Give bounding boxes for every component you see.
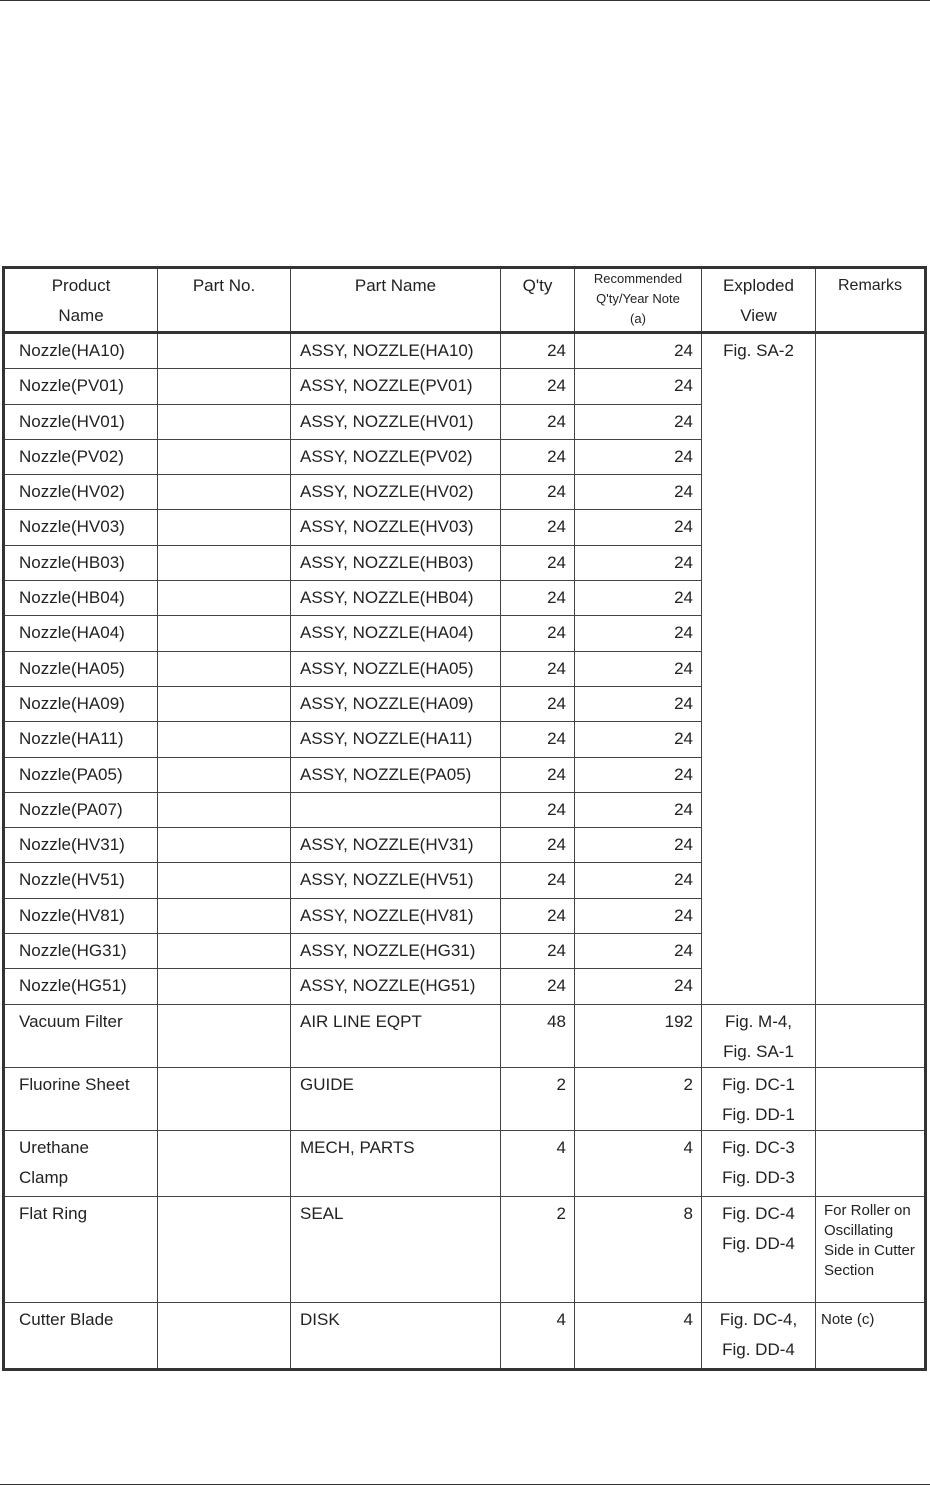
qty-cell: 4	[501, 1130, 575, 1196]
part-no-cell	[158, 686, 291, 721]
exploded-view-cell	[702, 1130, 816, 1196]
figure-ref: Fig. DC-4,	[719, 1309, 798, 1329]
part-name-cell: DISK	[291, 1302, 501, 1369]
recommended-qty-cell: 24	[575, 828, 702, 863]
remarks-cell: Note (c)	[816, 1302, 926, 1369]
remarks-cell	[816, 1004, 926, 1067]
recommended-qty-cell: 24	[575, 369, 702, 404]
part-name-cell: GUIDE	[291, 1067, 501, 1130]
table-row	[4, 1196, 926, 1302]
part-name-cell: ASSY, NOZZLE(PV02)	[291, 439, 501, 474]
qty-cell: 2	[501, 1196, 575, 1302]
product-name-cell: Nozzle(HG51)	[4, 969, 158, 1004]
part-name-cell: ASSY, NOZZLE(HA11)	[291, 722, 501, 757]
table-row	[4, 1302, 926, 1369]
part-name-cell: ASSY, NOZZLE(HA10)	[291, 333, 501, 369]
header-part-name: Part Name	[291, 268, 501, 333]
recommended-qty-cell: 24	[575, 404, 702, 439]
recommended-qty-cell: 8	[575, 1196, 702, 1302]
qty-cell: 24	[501, 369, 575, 404]
part-no-cell	[158, 369, 291, 404]
figure-ref: Fig. DD-4	[722, 1339, 795, 1359]
part-no-cell	[158, 828, 291, 863]
recommended-qty-cell: 24	[575, 545, 702, 580]
recommended-qty-cell: 24	[575, 686, 702, 721]
figure-ref: Fig. DD-4	[722, 1233, 795, 1253]
part-name-cell: ASSY, NOZZLE(HA04)	[291, 616, 501, 651]
product-name-cell: Nozzle(HB04)	[4, 581, 158, 616]
header-row	[4, 268, 926, 333]
header-product-name: Product Name	[4, 268, 158, 333]
header-part-no: Part No.	[158, 268, 291, 333]
qty-cell: 24	[501, 475, 575, 510]
remarks-cell	[816, 1067, 926, 1130]
qty-cell: 24	[501, 616, 575, 651]
part-name-cell: ASSY, NOZZLE(HV03)	[291, 510, 501, 545]
header-remarks: Remarks	[816, 268, 926, 333]
part-no-cell	[158, 863, 291, 898]
product-name-cell: Nozzle(HA09)	[4, 686, 158, 721]
qty-cell: 24	[501, 969, 575, 1004]
part-no-cell	[158, 1302, 291, 1369]
table-row	[4, 1067, 926, 1130]
qty-cell: 24	[501, 333, 575, 369]
product-name-cell: Flat Ring	[4, 1196, 158, 1302]
figure-ref: Fig. DC-1	[722, 1074, 795, 1094]
product-name-cell: Nozzle(HA10)	[4, 333, 158, 369]
product-name-cell: Nozzle(HV02)	[4, 475, 158, 510]
recommended-qty-cell: 24	[575, 475, 702, 510]
part-no-cell	[158, 1004, 291, 1067]
part-name-cell: AIR LINE EQPT	[291, 1004, 501, 1067]
qty-cell: 2	[501, 1067, 575, 1130]
qty-cell: 24	[501, 651, 575, 686]
product-name-cell: Nozzle(HB03)	[4, 545, 158, 580]
part-no-cell	[158, 969, 291, 1004]
remarks-cell	[816, 1130, 926, 1196]
part-name-cell: ASSY, NOZZLE(HV31)	[291, 828, 501, 863]
part-name-cell: ASSY, NOZZLE(HV81)	[291, 898, 501, 933]
qty-cell: 24	[501, 722, 575, 757]
product-name-cell: Vacuum Filter	[4, 1004, 158, 1067]
recommended-qty-cell: 24	[575, 651, 702, 686]
recommended-qty-cell: 24	[575, 333, 702, 369]
figure-ref: Fig. DD-1	[722, 1104, 795, 1124]
part-no-cell	[158, 898, 291, 933]
part-name-cell: ASSY, NOZZLE(HA09)	[291, 686, 501, 721]
qty-cell: 4	[501, 1302, 575, 1369]
part-name-cell: MECH, PARTS	[291, 1130, 501, 1196]
part-no-cell	[158, 475, 291, 510]
part-no-cell	[158, 545, 291, 580]
product-name-cell: Nozzle(HG31)	[4, 934, 158, 969]
part-name-cell: ASSY, NOZZLE(PV01)	[291, 369, 501, 404]
product-name-cell: Nozzle(HV81)	[4, 898, 158, 933]
exploded-view-cell	[702, 1302, 816, 1369]
part-no-cell	[158, 934, 291, 969]
table-row	[4, 333, 926, 369]
part-name-cell: ASSY, NOZZLE(HG51)	[291, 969, 501, 1004]
header-exploded-view: Exploded View	[702, 268, 816, 333]
header-recommended: Recommended Q'ty/Year Note (a)	[575, 268, 702, 333]
recommended-qty-cell: 2	[575, 1067, 702, 1130]
part-no-cell	[158, 333, 291, 369]
part-name-cell: ASSY, NOZZLE(HA05)	[291, 651, 501, 686]
product-name-cell: Nozzle(PV02)	[4, 439, 158, 474]
part-name-cell: ASSY, NOZZLE(HB03)	[291, 545, 501, 580]
part-name-cell: ASSY, NOZZLE(HV01)	[291, 404, 501, 439]
part-name-cell: ASSY, NOZZLE(HG31)	[291, 934, 501, 969]
bottom-rule	[0, 1484, 930, 1485]
part-no-cell	[158, 1196, 291, 1302]
product-name-cell: Nozzle(PV01)	[4, 369, 158, 404]
qty-cell: 48	[501, 1004, 575, 1067]
part-name-cell: SEAL	[291, 1196, 501, 1302]
product-name-cell: Nozzle(HA04)	[4, 616, 158, 651]
table-row	[4, 1130, 926, 1196]
product-name-cell: Nozzle(HA05)	[4, 651, 158, 686]
part-name-cell	[291, 792, 501, 827]
qty-cell: 24	[501, 757, 575, 792]
qty-cell: 24	[501, 510, 575, 545]
exploded-view-cell	[702, 1067, 816, 1130]
qty-cell: 24	[501, 581, 575, 616]
part-name-cell: ASSY, NOZZLE(PA05)	[291, 757, 501, 792]
remarks-cell: For Roller on Oscillating Side in Cutter Section	[816, 1196, 926, 1302]
figure-ref: Fig. DD-3	[722, 1167, 795, 1187]
recommended-qty-cell: 24	[575, 616, 702, 651]
recommended-qty-cell: 24	[575, 722, 702, 757]
exploded-view-cell	[702, 1004, 816, 1067]
recommended-qty-cell: 24	[575, 934, 702, 969]
qty-cell: 24	[501, 828, 575, 863]
product-name-cell: Urethane Clamp	[4, 1130, 158, 1196]
recommended-qty-cell: 24	[575, 439, 702, 474]
part-name-cell: ASSY, NOZZLE(HV02)	[291, 475, 501, 510]
product-name-cell: Nozzle(HV01)	[4, 404, 158, 439]
spare-parts-table	[2, 266, 927, 1371]
header-qty: Q'ty	[501, 268, 575, 333]
qty-cell: 24	[501, 898, 575, 933]
figure-ref: Fig. DC-3	[722, 1137, 795, 1157]
part-no-cell	[158, 651, 291, 686]
part-no-cell	[158, 757, 291, 792]
recommended-qty-cell: 4	[575, 1130, 702, 1196]
top-rule	[0, 0, 930, 1]
remarks-cell	[816, 333, 926, 1005]
qty-cell: 24	[501, 439, 575, 474]
recommended-qty-cell: 24	[575, 969, 702, 1004]
product-name-cell: Fluorine Sheet	[4, 1067, 158, 1130]
recommended-qty-cell: 24	[575, 757, 702, 792]
figure-ref: Fig. M-4,	[724, 1011, 793, 1031]
recommended-qty-cell: 24	[575, 581, 702, 616]
part-name-cell: ASSY, NOZZLE(HV51)	[291, 863, 501, 898]
part-no-cell	[158, 616, 291, 651]
recommended-qty-cell: 192	[575, 1004, 702, 1067]
recommended-qty-cell: 24	[575, 863, 702, 898]
product-name-cell: Nozzle(HV51)	[4, 863, 158, 898]
part-no-cell	[158, 722, 291, 757]
recommended-qty-cell: 24	[575, 510, 702, 545]
recommended-qty-cell: 4	[575, 1302, 702, 1369]
product-name-cell: Nozzle(PA05)	[4, 757, 158, 792]
part-no-cell	[158, 581, 291, 616]
qty-cell: 24	[501, 863, 575, 898]
qty-cell: 24	[501, 404, 575, 439]
qty-cell: 24	[501, 792, 575, 827]
figure-ref: Fig. SA-1	[723, 1041, 794, 1061]
recommended-qty-cell: 24	[575, 792, 702, 827]
product-name-cell: Nozzle(HV31)	[4, 828, 158, 863]
exploded-view-cell	[702, 1196, 816, 1302]
qty-cell: 24	[501, 934, 575, 969]
part-no-cell	[158, 439, 291, 474]
qty-cell: 24	[501, 545, 575, 580]
table-row	[4, 1004, 926, 1067]
part-no-cell	[158, 1067, 291, 1130]
product-name-cell: Nozzle(HA11)	[4, 722, 158, 757]
product-name-cell: Nozzle(PA07)	[4, 792, 158, 827]
figure-ref: Fig. DC-4	[722, 1203, 795, 1223]
part-no-cell	[158, 1130, 291, 1196]
recommended-qty-cell: 24	[575, 898, 702, 933]
part-no-cell	[158, 792, 291, 827]
exploded-view-cell: Fig. SA-2	[702, 333, 816, 1005]
part-no-cell	[158, 510, 291, 545]
product-name-cell: Cutter Blade	[4, 1302, 158, 1369]
part-name-cell: ASSY, NOZZLE(HB04)	[291, 581, 501, 616]
product-name-cell: Nozzle(HV03)	[4, 510, 158, 545]
qty-cell: 24	[501, 686, 575, 721]
part-no-cell	[158, 404, 291, 439]
